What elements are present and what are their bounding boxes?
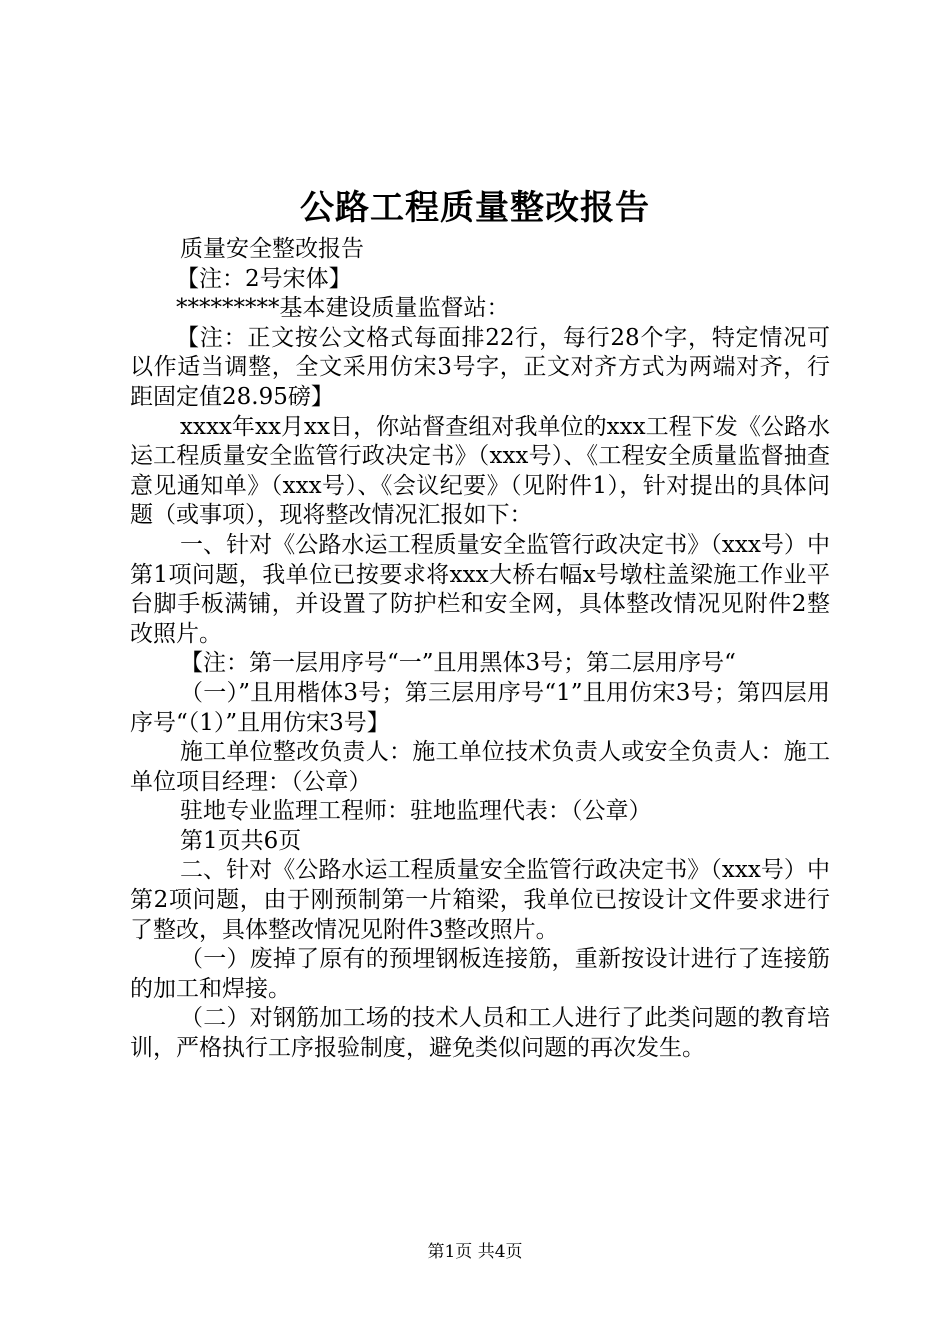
document-body	[130, 235, 830, 1064]
numbering-note-continued-paragraph: （一）”且用楷体3号；第三层用序号“1”且用仿宋3号；第四层用序号“（1）”且用仿宋3号】	[130, 679, 830, 736]
intro-paragraph: xxxx年xx月xx日，你站督查组对我单位的xxx工程下发《公路水运工程质量安全监管行政决定书》（xxx号）、《工程安全质量监督抽查意见通知单》（xxx号）、《会议纪要》（见附件1），针对提出的具体问题（或事项），现将整改情况汇报如下：	[130, 413, 830, 529]
note-paragraph: 【注：2号宋体】	[176, 265, 352, 292]
sub-item-two-paragraph: （二）对钢筋加工场的技术人员和工人进行了此类问题的教育培训，严格执行工序报验制度，避免类似问题的再次发生。	[130, 1005, 830, 1062]
item-two-paragraph: 二、针对《公路水运工程质量安全监管行政决定书》（xxx号）中第2项问题，由于刚预制第一片箱梁，我单位已按设计文件要求进行了整改，具体整改情况见附件3整改照片。	[130, 857, 830, 943]
contractor-signature-paragraph: 施工单位整改负责人：施工单位技术负责人或安全负责人：施工单位项目经理：（公章）	[130, 739, 830, 795]
numbering-note-paragraph: 【注：第一层用序号“一”且用黑体3号；第二层用序号“	[180, 650, 736, 677]
supervisor-signature-paragraph: 驻地专业监理工程师：驻地监理代表：（公章）	[180, 798, 652, 825]
addressee-paragraph: *********基本建设质量监督站：	[176, 295, 510, 322]
sub-item-one-paragraph: （一）废掉了原有的预埋钢板连接筋，重新按设计进行了连接筋的加工和焊接。	[130, 946, 830, 1002]
document-title: 公路工程质量整改报告	[300, 188, 650, 228]
page-footer: 第1页 共4页	[427, 1242, 523, 1262]
inner-page-number-paragraph: 第1页共6页	[180, 827, 302, 854]
format-note-paragraph: 【注：正文按公文格式每面排22行，每行28个字，特定情况可以作适当调整，全文采用仿宋3号字，正文对齐方式为两端对齐，行距固定值28.95磅】	[130, 324, 830, 410]
subtitle-paragraph: 质量安全整改报告	[180, 236, 364, 262]
item-one-paragraph: 一、针对《公路水运工程质量安全监管行政决定书》（xxx号）中第1项问题，我单位已按要求将xxx大桥右幅x号墩柱盖梁施工作业平台脚手板满铺，并设置了防护栏和安全网，具体整改情况见附件2整改照片。	[130, 531, 830, 647]
